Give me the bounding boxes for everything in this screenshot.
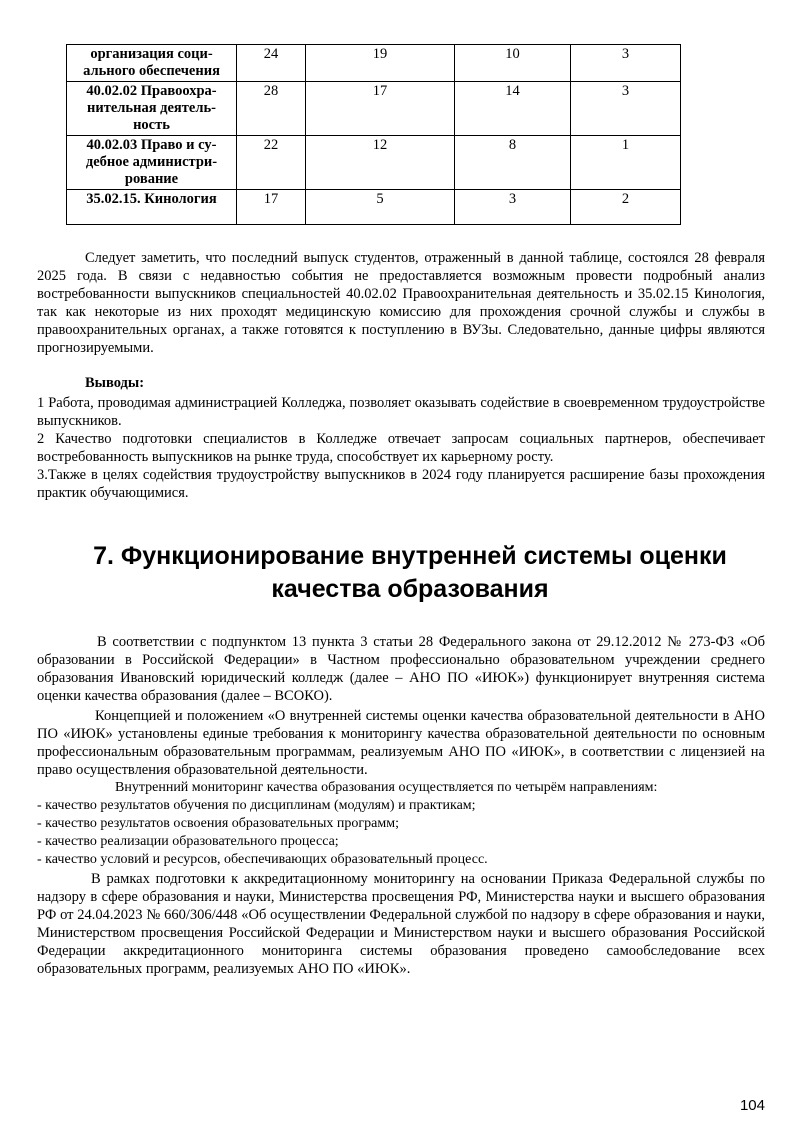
table-cell: 2 — [571, 190, 681, 225]
list-item: - качество результатов освоения образовательных программ; — [37, 816, 399, 831]
table-row — [67, 82, 681, 136]
table-cell: 8 — [455, 136, 571, 190]
table-cell: 24 — [237, 45, 306, 82]
graduates-table — [66, 44, 681, 225]
table-cell-name: 40.02.03 Право и су-дебное администри-рование — [67, 136, 237, 190]
list-item: - качество результатов обучения по дисциплинам (модулям) и практикам; — [37, 798, 476, 813]
table-cell: 22 — [237, 136, 306, 190]
table-cell: 3 — [571, 45, 681, 82]
table-cell-name: организация соци-ального обеспечения — [67, 45, 237, 82]
table-row — [67, 45, 681, 82]
table-row — [67, 136, 681, 190]
table-note: Следует заметить, что последний выпуск студентов, отраженный в данной таблице, состоялся 28 февраля 2025 года. В связи с недавностью события не предоставляется возможным провести подробный анализ востребованности выпускников специальностей 40.02.02 Правоохранительная деятельность и 35.02.15 Кинология, так как некоторые из них проходят медицинскую комиссию для прохождения срочной службы и службы в правоохранительных органах, а также готовятся к поступлению в ВУЗы. Следовательно, данные цифры являются прогнозируемыми. — [37, 250, 765, 356]
list-item: - качество реализации образовательного процесса; — [37, 834, 339, 849]
table-cell: 17 — [237, 190, 306, 225]
table-cell: 28 — [237, 82, 306, 136]
table-row — [67, 190, 681, 225]
table-cell: 10 — [455, 45, 571, 82]
table-cell: 1 — [571, 136, 681, 190]
conclusion-item-2: 2 Качество подготовки специалистов в Колледже отвечает запросам социальных партнеров, обеспечивает востребованность выпускников на рынке труда, способствует их карьерному росту. — [37, 431, 765, 465]
conclusion-item-1: 1 Работа, проводимая администрацией Колледжа, позволяет оказывать содействие в своевременном трудоустройстве выпускников. — [37, 395, 765, 429]
section-number: 7. — [93, 542, 114, 570]
table-cell-name: 35.02.15. Кинология — [67, 190, 237, 225]
paragraph-concept: Концепцией и положением «О внутренней системы оценки качества образовательной деятельности в АНО ПО «ИЮК» установлены единые требования к мониторингу качества образовательной деятельности по основным профессиональным образовательным программам, реализуемым АНО ПО «ИЮК», в соответствии с лицензией на право осуществления образовательной деятельности. — [37, 708, 765, 778]
table-cell: 19 — [306, 45, 455, 82]
paragraph-accreditation: В рамках подготовки к аккредитационному мониторингу на основании Приказа Федеральной службы по надзору в сфере образования и науки, Министерства просвещения РФ, Министерства науки и высшего образования РФ от 24.04.2023 № 660/306/448 «Об осуществлении Федеральной службой по надзору в сфере образования и науки, Министерством просвещения Российской Федерации и Министерством науки и высшего образования Российской Федерации аккредитационного мониторинга системы образования проведено самообследование всех образовательных программ, реализуемых АНО ПО «ИЮК». — [37, 871, 765, 977]
page-number: 104 — [739, 1097, 765, 1114]
conclusions-title: Выводы: — [85, 375, 145, 391]
table-cell: 3 — [455, 190, 571, 225]
table-cell: 5 — [306, 190, 455, 225]
section-title: Функционирование внутренней системы оценки качества образования — [120, 542, 727, 603]
section-heading — [60, 540, 760, 606]
table-cell: 14 — [455, 82, 571, 136]
paragraph-monitoring: Внутренний мониторинг качества образования осуществляется по четырём направлениям: — [115, 780, 658, 795]
table-cell-name: 40.02.02 Правоохра-нительная деятель-ность — [67, 82, 237, 136]
paragraph-legal-basis: В соответствии с подпунктом 13 пункта 3 статьи 28 Федерального закона от 29.12.2012 № 273-ФЗ «Об образовании в Российской Федерации» в Частном профессионально образовательном учреждении среднего образования Ивановский юридический колледж (далее – АНО ПО «ИЮК») функционирует внутренняя система оценки качества образования (далее – ВСОКО). — [37, 634, 765, 704]
conclusion-item-3: 3.Также в целях содействия трудоустройству выпускников в 2024 году планируется расширение базы прохождения практик обучающимися. — [37, 467, 765, 501]
table-cell: 3 — [571, 82, 681, 136]
table-cell: 12 — [306, 136, 455, 190]
list-item: - качество условий и ресурсов, обеспечивающих образовательный процесс. — [37, 852, 488, 867]
table-cell: 17 — [306, 82, 455, 136]
